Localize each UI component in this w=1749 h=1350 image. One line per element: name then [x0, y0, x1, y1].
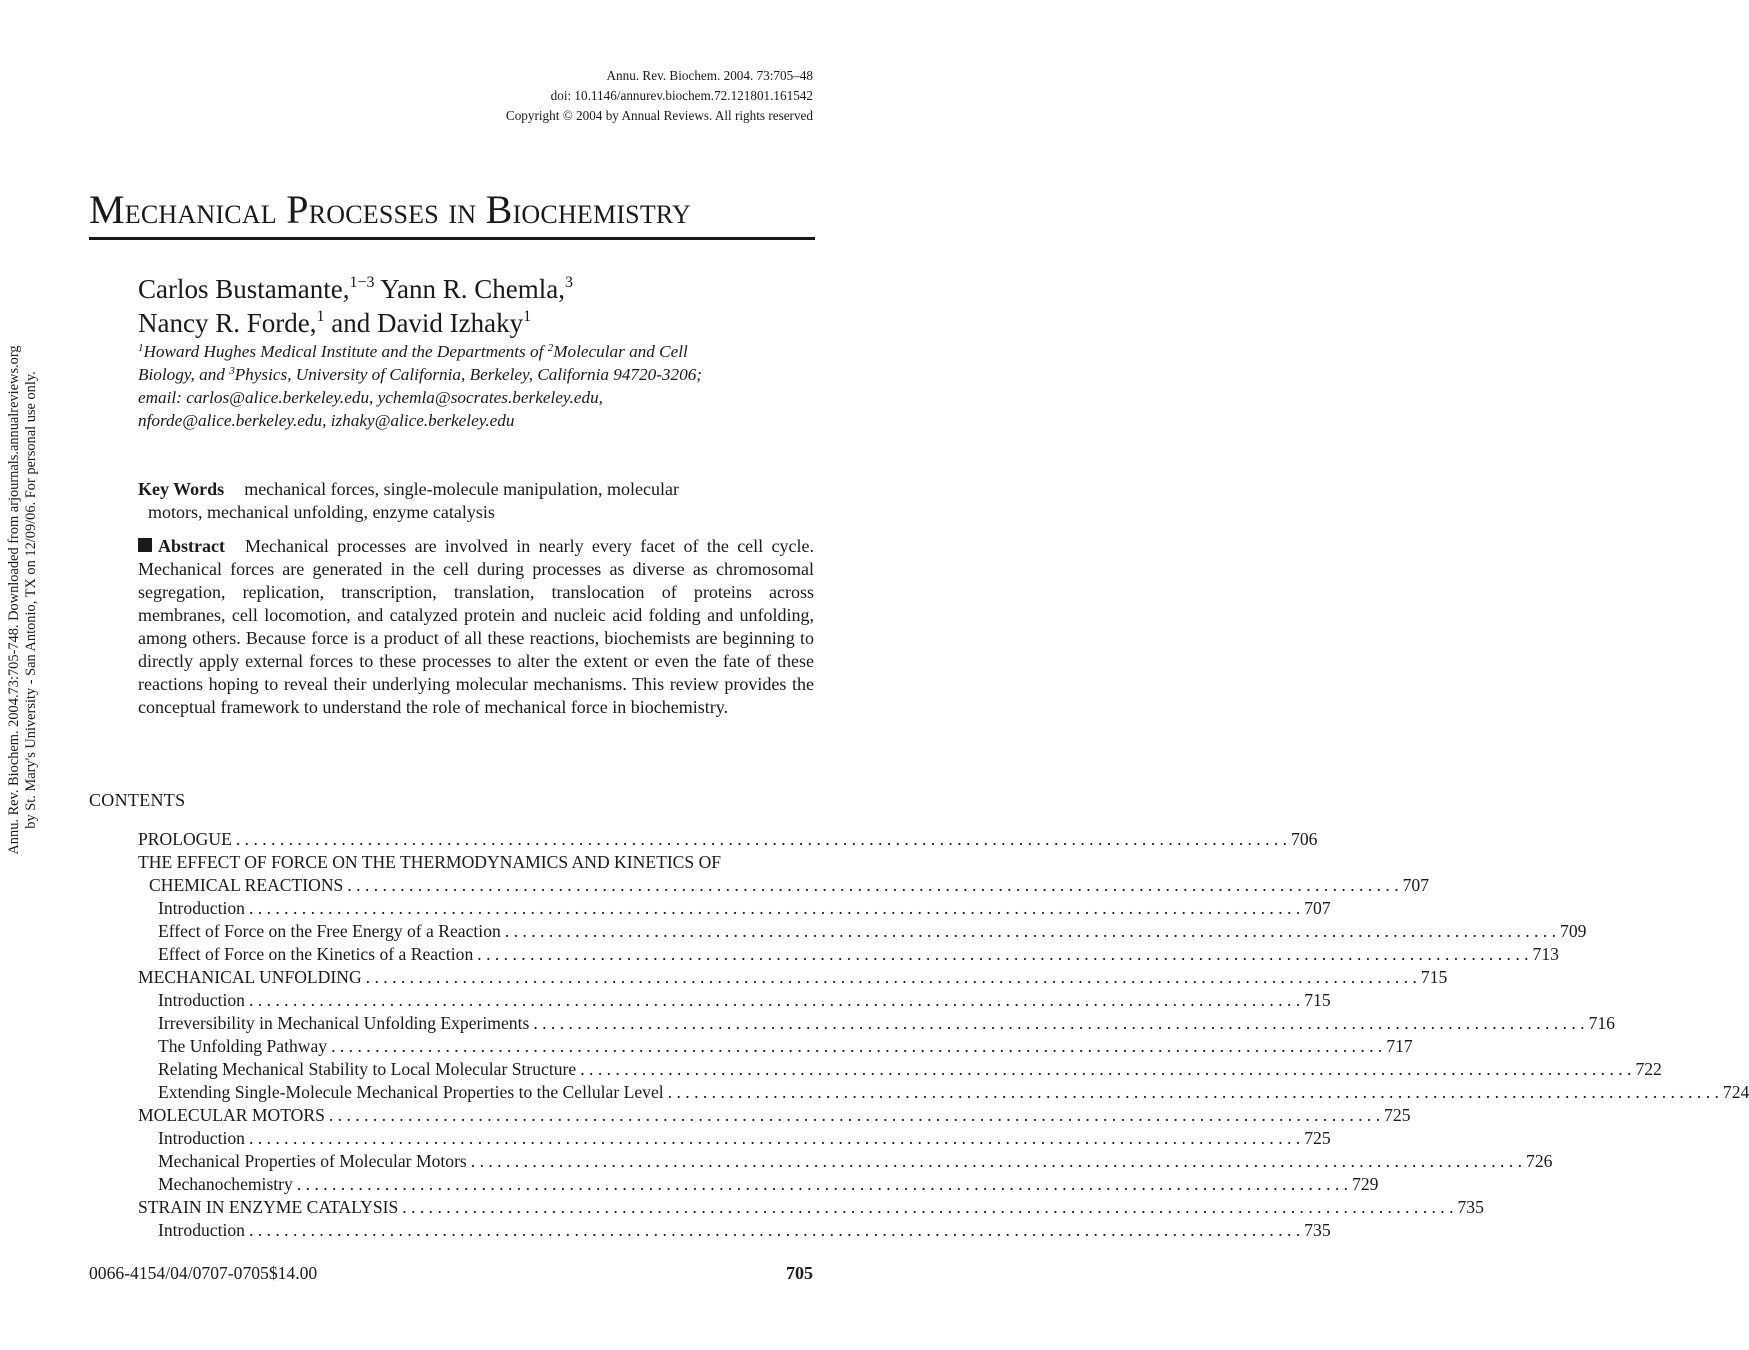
leader-dots: . . . . . . . . . . . . . . . . . . . . . . . . . . . . . . . . . . . . . . . . . . . . . . . . . . . . . . . . . . . . . . . . . . . . . . . . . . . . . . . . . . . . . . . . . . . . . . . . . . . . . . . . . . . . . . . . . . . . . . . .	[328, 1105, 1381, 1125]
leader-dots: . . . . . . . . . . . . . . . . . . . . . . . . . . . . . . . . . . . . . . . . . . . . . . . . . . . . . . . . . . . . . . . . . . . . . . . . . . . . . . . . . . . . . . . . . . . . . . . . . . . . . . . . . . . . . . . . . . . . . . . .	[477, 944, 1529, 964]
citation: Annu. Rev. Biochem. 2004. 73:705–48	[606, 68, 813, 83]
leader-dots: . . . . . . . . . . . . . . . . . . . . . . . . . . . . . . . . . . . . . . . . . . . . . . . . . . . . . . . . . . . . . . . . . . . . . . . . . . . . . . . . . . . . . . . . . . . . . . . . . . . . . . . . . . . . . . . . . . . . . . . .	[331, 1036, 1383, 1056]
leader-dots: . . . . . . . . . . . . . . . . . . . . . . . . . . . . . . . . . . . . . . . . . . . . . . . . . . . . . . . . . . . . . . . . . . . . . . . . . . . . . . . . . . . . . . . . . . . . . . . . . . . . . . . . . . . . . . . . . . . . . . . .	[402, 1197, 1454, 1217]
leader-dots: . . . . . . . . . . . . . . . . . . . . . . . . . . . . . . . . . . . . . . . . . . . . . . . . . . . . . . . . . . . . . . . . . . . . . . . . . . . . . . . . . . . . . . . . . . . . . . . . . . . . . . . . . . . . . . . . . . . . . . . .	[248, 1128, 1301, 1148]
toc-entry[interactable]: Mechanical Properties of Molecular Motors . . . . . . . . . . . . . . . . . . . . . . . . . . . . . . . . . . . . . . . . . . . . . . . . . . . . . . . . . . . . . . . . . . . . . . . . . . . . . . . . . . . . . . . . . . . . . . . . . . . . . . . . . . . . . . . . . . . . . . . . 726	[158, 1151, 1553, 1171]
leader-dots: . . . . . . . . . . . . . . . . . . . . . . . . . . . . . . . . . . . . . . . . . . . . . . . . . . . . . . . . . . . . . . . . . . . . . . . . . . . . . . . . . . . . . . . . . . . . . . . . . . . . . . . . . . . . . . . . . . . . . . . .	[248, 1220, 1301, 1240]
toc-entry[interactable]: MOLECULAR MOTORS . . . . . . . . . . . . . . . . . . . . . . . . . . . . . . . . . . . . . . . . . . . . . . . . . . . . . . . . . . . . . . . . . . . . . . . . . . . . . . . . . . . . . . . . . . . . . . . . . . . . . . . . . . . . . . . . . . . . . . . . 725	[138, 1105, 1411, 1125]
download-notice: Annu. Rev. Biochem. 2004.73:705-748. Downloaded from arjournals.annualreviews.org by St. Mary's University - San Antonio, TX on 12/09/06. For personal use only.	[6, 345, 39, 855]
toc-entry[interactable]: Introduction . . . . . . . . . . . . . . . . . . . . . . . . . . . . . . . . . . . . . . . . . . . . . . . . . . . . . . . . . . . . . . . . . . . . . . . . . . . . . . . . . . . . . . . . . . . . . . . . . . . . . . . . . . . . . . . . . . . . . . . . 735	[158, 1220, 1331, 1240]
leader-dots: . . . . . . . . . . . . . . . . . . . . . . . . . . . . . . . . . . . . . . . . . . . . . . . . . . . . . . . . . . . . . . . . . . . . . . . . . . . . . . . . . . . . . . . . . . . . . . . . . . . . . . . . . . . . . . . . . . . . . . . .	[248, 898, 1301, 918]
email-line: nforde@alice.berkeley.edu, izhaky@alice.berkeley.edu	[138, 411, 515, 430]
toc-entry[interactable]: Introduction . . . . . . . . . . . . . . . . . . . . . . . . . . . . . . . . . . . . . . . . . . . . . . . . . . . . . . . . . . . . . . . . . . . . . . . . . . . . . . . . . . . . . . . . . . . . . . . . . . . . . . . . . . . . . . . . . . . . . . . . 707	[158, 898, 1331, 918]
author: and David Izhaky	[331, 308, 524, 338]
footer-code: 0066-4154/04/0707-0705$14.00	[89, 1263, 318, 1283]
leader-dots: . . . . . . . . . . . . . . . . . . . . . . . . . . . . . . . . . . . . . . . . . . . . . . . . . . . . . . . . . . . . . . . . . . . . . . . . . . . . . . . . . . . . . . . . . . . . . . . . . . . . . . . . . . . . . . . . . . . . . . . .	[365, 967, 1417, 987]
toc-entry[interactable]: CHEMICAL REACTIONS . . . . . . . . . . . . . . . . . . . . . . . . . . . . . . . . . . . . . . . . . . . . . . . . . . . . . . . . . . . . . . . . . . . . . . . . . . . . . . . . . . . . . . . . . . . . . . . . . . . . . . . . . . . . . . . . . . . . . . . . 707	[149, 875, 1429, 895]
copyright: Copyright © 2004 by Annual Reviews. All rights reserved	[505, 108, 813, 123]
toc-entry[interactable]: THE EFFECT OF FORCE ON THE THERMODYNAMICS AND KINETICS OF	[138, 852, 722, 872]
leader-dots: . . . . . . . . . . . . . . . . . . . . . . . . . . . . . . . . . . . . . . . . . . . . . . . . . . . . . . . . . . . . . . . . . . . . . . . . . . . . . . . . . . . . . . . . . . . . . . . . . . . . . . . . . . . . . . . . . . . . . . . .	[296, 1174, 1349, 1194]
keywords-label: Key Words	[138, 479, 225, 499]
toc-entry[interactable]: Effect of Force on the Free Energy of a Reaction . . . . . . . . . . . . . . . . . . . . . . . . . . . . . . . . . . . . . . . . . . . . . . . . . . . . . . . . . . . . . . . . . . . . . . . . . . . . . . . . . . . . . . . . . . . . . . . . . . . . . . . . . . . . . . . . . . . . . . . . 709	[158, 921, 1587, 941]
toc-entry[interactable]: PROLOGUE . . . . . . . . . . . . . . . . . . . . . . . . . . . . . . . . . . . . . . . . . . . . . . . . . . . . . . . . . . . . . . . . . . . . . . . . . . . . . . . . . . . . . . . . . . . . . . . . . . . . . . . . . . . . . . . . . . . . . . . . 706	[138, 829, 1318, 849]
contents-heading: CONTENTS	[89, 790, 186, 810]
toc-entry[interactable]: Introduction . . . . . . . . . . . . . . . . . . . . . . . . . . . . . . . . . . . . . . . . . . . . . . . . . . . . . . . . . . . . . . . . . . . . . . . . . . . . . . . . . . . . . . . . . . . . . . . . . . . . . . . . . . . . . . . . . . . . . . . . 715	[158, 990, 1331, 1010]
leader-dots: . . . . . . . . . . . . . . . . . . . . . . . . . . . . . . . . . . . . . . . . . . . . . . . . . . . . . . . . . . . . . . . . . . . . . . . . . . . . . . . . . . . . . . . . . . . . . . . . . . . . . . . . . . . . . . . . . . . . . . . .	[248, 990, 1301, 1010]
toc-entry[interactable]: Mechanochemistry . . . . . . . . . . . . . . . . . . . . . . . . . . . . . . . . . . . . . . . . . . . . . . . . . . . . . . . . . . . . . . . . . . . . . . . . . . . . . . . . . . . . . . . . . . . . . . . . . . . . . . . . . . . . . . . . . . . . . . . . 729	[158, 1174, 1379, 1194]
toc-entry[interactable]: Effect of Force on the Kinetics of a Reaction . . . . . . . . . . . . . . . . . . . . . . . . . . . . . . . . . . . . . . . . . . . . . . . . . . . . . . . . . . . . . . . . . . . . . . . . . . . . . . . . . . . . . . . . . . . . . . . . . . . . . . . . . . . . . . . . . . . . . . . . 713	[158, 944, 1559, 964]
doi: doi: 10.1146/annurev.biochem.72.121801.161542	[550, 88, 813, 103]
author: Yann R. Chemla,	[380, 274, 566, 304]
abstract	[138, 535, 814, 719]
toc-entry[interactable]: Relating Mechanical Stability to Local Molecular Structure . . . . . . . . . . . . . . . . . . . . . . . . . . . . . . . . . . . . . . . . . . . . . . . . . . . . . . . . . . . . . . . . . . . . . . . . . . . . . . . . . . . . . . . . . . . . . . . . . . . . . . . . . . . . . . . . . . . . . . . . 722	[158, 1059, 1662, 1079]
leader-dots: . . . . . . . . . . . . . . . . . . . . . . . . . . . . . . . . . . . . . . . . . . . . . . . . . . . . . . . . . . . . . . . . . . . . . . . . . . . . . . . . . . . . . . . . . . . . . . . . . . . . . . . . . . . . . . . . . . . . . . . .	[504, 921, 1557, 941]
abstract-text: Mechanical processes are involved in nearly every facet of the cell cycle. Mechanical forces are generated in the cell during processes as diverse as chromosomal segregation, replication, transcription, translation, translocation of proteins across membranes, cell locomotion, and catalyzed protein and nucleic acid folding and unfolding, among others. Because force is a product of all these reactions, biochemists are beginning to directly apply external forces to these processes to alter the extent or even the fate of these reactions hoping to reveal their underlying molecular mechanisms. This review provides the conceptual framework to understand the role of mechanical force in biochemistry.	[138, 536, 814, 717]
author: Nancy R. Forde,	[138, 308, 317, 338]
toc-entry[interactable]: The Unfolding Pathway . . . . . . . . . . . . . . . . . . . . . . . . . . . . . . . . . . . . . . . . . . . . . . . . . . . . . . . . . . . . . . . . . . . . . . . . . . . . . . . . . . . . . . . . . . . . . . . . . . . . . . . . . . . . . . . . . . . . . . . . 717	[158, 1036, 1413, 1056]
author-list: Carlos Bustamante,$^{1-3}$ Yann R. Chemla,$^3$ Nancy R. Forde,$^1$ and David Izhaky$^1$	[138, 274, 574, 338]
toc-entry[interactable]: Extending Single-Molecule Mechanical Properties to the Cellular Level . . . . . . . . . . . . . . . . . . . . . . . . . . . . . . . . . . . . . . . . . . . . . . . . . . . . . . . . . . . . . . . . . . . . . . . . . . . . . . . . . . . . . . . . . . . . . . . . . . . . . . . . . . . . . . . . . . . . . . . . 724	[158, 1082, 1749, 1102]
leader-dots: . . . . . . . . . . . . . . . . . . . . . . . . . . . . . . . . . . . . . . . . . . . . . . . . . . . . . . . . . . . . . . . . . . . . . . . . . . . . . . . . . . . . . . . . . . . . . . . . . . . . . . . . . . . . . . . . . . . . . . . .	[533, 1013, 1585, 1033]
author: Carlos Bustamante,	[138, 274, 350, 304]
page-number: 705	[786, 1263, 813, 1283]
square-bullet-icon	[138, 538, 152, 552]
table-of-contents	[138, 828, 1749, 1242]
affiliation: $^1$Howard Hughes Medical Institute and the Departments of $^2$Molecular and Cell Biology, and $^3$Physics, University of California, Berkeley, California 94720-3206; email: carlos@alice.berkeley.edu, ychemla@socrates.berkeley.edu, nforde@alice.berkeley.edu, izhaky@alice.berkeley.edu	[138, 340, 798, 432]
abstract-label: Abstract	[158, 536, 225, 556]
toc-entry[interactable]: Irreversibility in Mechanical Unfolding Experiments . . . . . . . . . . . . . . . . . . . . . . . . . . . . . . . . . . . . . . . . . . . . . . . . . . . . . . . . . . . . . . . . . . . . . . . . . . . . . . . . . . . . . . . . . . . . . . . . . . . . . . . . . . . . . . . . . . . . . . . . 716	[158, 1013, 1615, 1033]
keywords: Key Words mechanical forces, single-molecule manipulation, molecular motors, mechanical unfolding, enzyme catalysis	[138, 479, 680, 522]
toc-entry[interactable]: Introduction . . . . . . . . . . . . . . . . . . . . . . . . . . . . . . . . . . . . . . . . . . . . . . . . . . . . . . . . . . . . . . . . . . . . . . . . . . . . . . . . . . . . . . . . . . . . . . . . . . . . . . . . . . . . . . . . . . . . . . . . 725	[158, 1128, 1331, 1148]
toc-entry[interactable]: STRAIN IN ENZYME CATALYSIS . . . . . . . . . . . . . . . . . . . . . . . . . . . . . . . . . . . . . . . . . . . . . . . . . . . . . . . . . . . . . . . . . . . . . . . . . . . . . . . . . . . . . . . . . . . . . . . . . . . . . . . . . . . . . . . . . . . . . . . . 735	[138, 1197, 1484, 1217]
email-line: email: carlos@alice.berkeley.edu, ychemla@socrates.berkeley.edu,	[138, 388, 603, 407]
leader-dots: . . . . . . . . . . . . . . . . . . . . . . . . . . . . . . . . . . . . . . . . . . . . . . . . . . . . . . . . . . . . . . . . . . . . . . . . . . . . . . . . . . . . . . . . . . . . . . . . . . . . . . . . . . . . . . . . . . . . . . . .	[235, 829, 1288, 849]
leader-dots: . . . . . . . . . . . . . . . . . . . . . . . . . . . . . . . . . . . . . . . . . . . . . . . . . . . . . . . . . . . . . . . . . . . . . . . . . . . . . . . . . . . . . . . . . . . . . . . . . . . . . . . . . . . . . . . . . . . . . . . .	[347, 875, 1399, 895]
leader-dots: . . . . . . . . . . . . . . . . . . . . . . . . . . . . . . . . . . . . . . . . . . . . . . . . . . . . . . . . . . . . . . . . . . . . . . . . . . . . . . . . . . . . . . . . . . . . . . . . . . . . . . . . . . . . . . . . . . . . . . . .	[667, 1082, 1719, 1102]
toc-entry[interactable]: MECHANICAL UNFOLDING . . . . . . . . . . . . . . . . . . . . . . . . . . . . . . . . . . . . . . . . . . . . . . . . . . . . . . . . . . . . . . . . . . . . . . . . . . . . . . . . . . . . . . . . . . . . . . . . . . . . . . . . . . . . . . . . . . . . . . . . 715	[138, 967, 1448, 987]
page-title: Mechanical Processes in Biochemistry	[89, 186, 815, 240]
leader-dots: . . . . . . . . . . . . . . . . . . . . . . . . . . . . . . . . . . . . . . . . . . . . . . . . . . . . . . . . . . . . . . . . . . . . . . . . . . . . . . . . . . . . . . . . . . . . . . . . . . . . . . . . . . . . . . . . . . . . . . . .	[470, 1151, 1523, 1171]
journal-header	[506, 66, 813, 126]
leader-dots: . . . . . . . . . . . . . . . . . . . . . . . . . . . . . . . . . . . . . . . . . . . . . . . . . . . . . . . . . . . . . . . . . . . . . . . . . . . . . . . . . . . . . . . . . . . . . . . . . . . . . . . . . . . . . . . . . . . . . . . .	[580, 1059, 1632, 1079]
